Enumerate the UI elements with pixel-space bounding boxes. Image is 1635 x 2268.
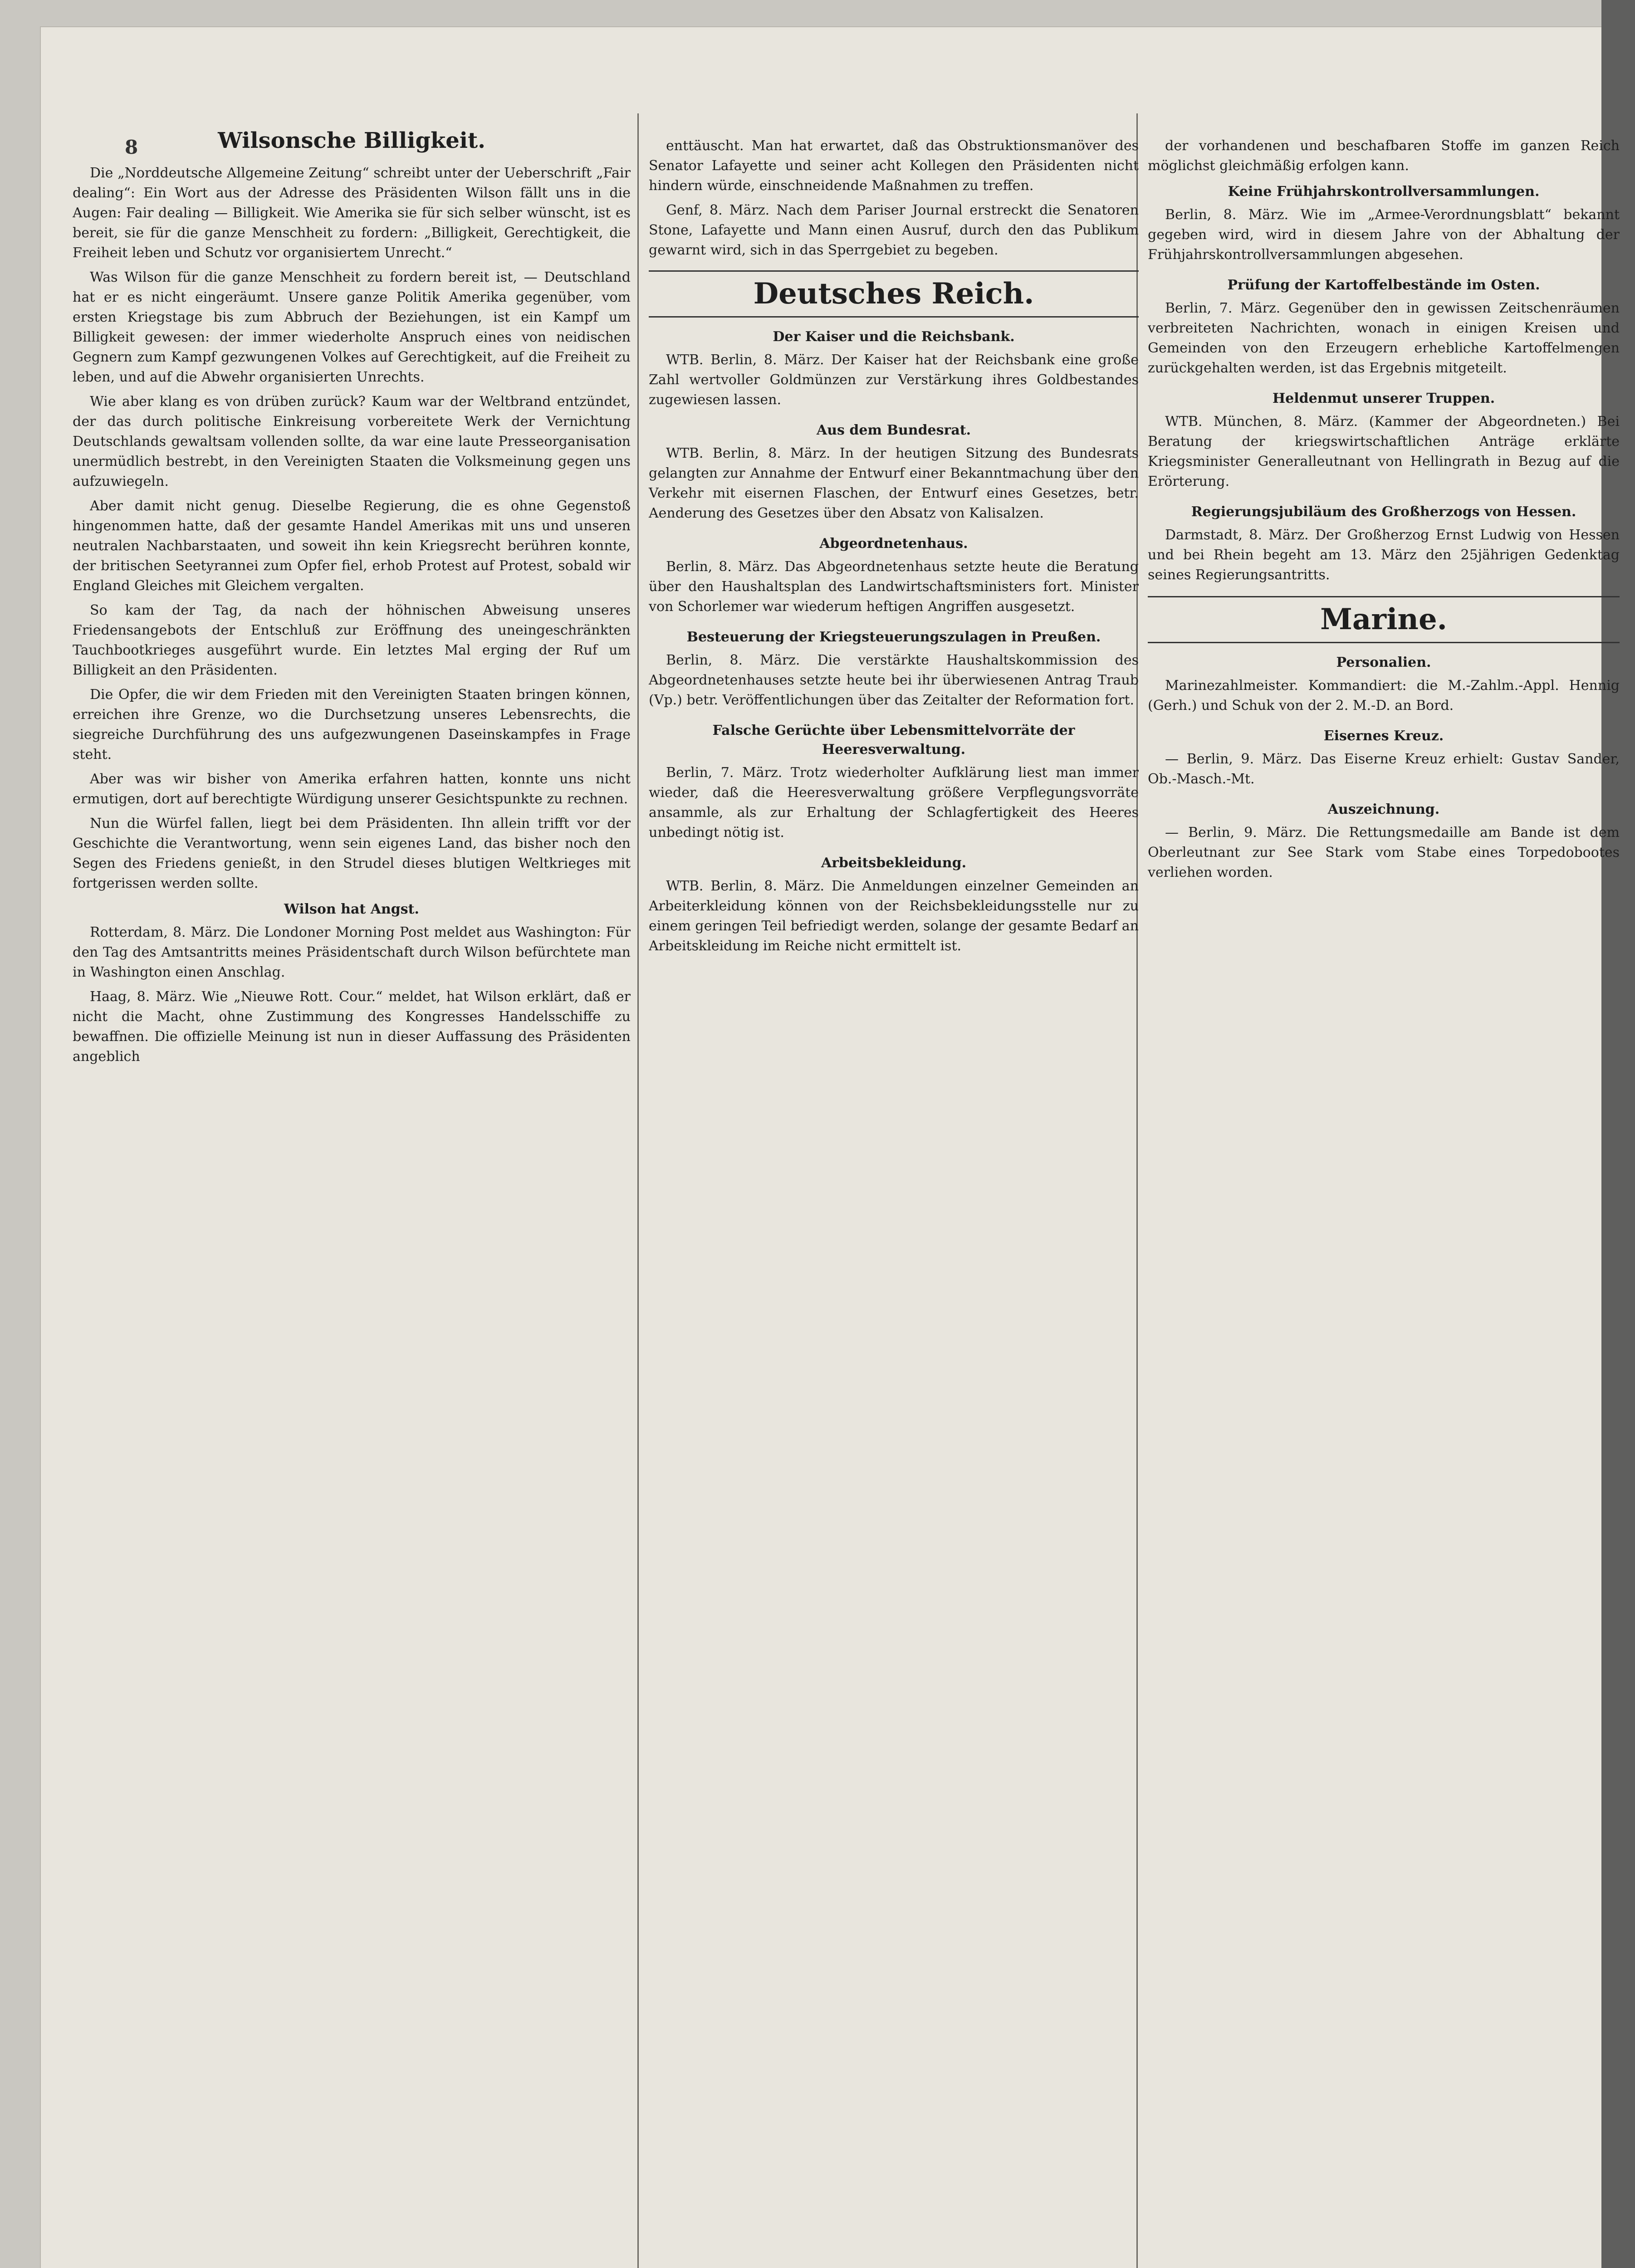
news-section <box>1148 276 1620 378</box>
section-text: — Berlin, 9. März. Das Eiserne Kreuz erhielt: Gustav Sander, Ob.-Masch.-Mt. <box>1148 751 1620 787</box>
section-text: Berlin, 8. März. Das Abgeordnetenhaus setzte heute die Beratung über den Haushaltsplan des Landwirtschaftsministers fort. Minister von Schorlemer war wiederum heftigen Angriffen ausgesetzt. <box>649 559 1139 615</box>
marine-title: Marine. <box>1148 596 1620 643</box>
section-text: Berlin, 7. März. Gegenüber den in gewissen Zeitschenräumen verbreiteten Nachrichten, wonach in einigen Kreisen und Gemeinden von den Erzeugern erhebliche Kartoffelmengen zurückgehalten werden, ist das Ergebnis mitgeteilt. <box>1148 300 1620 376</box>
section-text: WTB. Berlin, 8. März. In der heutigen Sitzung des Bundesrats gelangten zur Annahme der Entwurf einer Bekanntmachung über den Verkehr mit eisernen Flaschen, der Entwurf eines Gesetzes, betr. Aenderung des Gesetzes über den Absatz von Kalisalzen. <box>649 445 1139 521</box>
left-column <box>73 127 631 1071</box>
article-paragraph: Wie aber klang es von drüben zurück? Kaum war der Weltbrand entzündet, der das durch politische Einkreisung vorbereitete Werk der Vernichtung Deutschlands gewaltsam vollenden sollte, da war eine laute Presseorganisation unermüdlich bestrebt, in den Vereinigten Staaten die Volksmeinung gegen uns aufzuwiegeln. <box>73 394 631 489</box>
marine-section <box>1148 727 1620 789</box>
section-heading: Personalien. <box>1336 655 1431 670</box>
headline: Wilsonsche Billigkeit. <box>218 128 485 153</box>
section-text: Berlin, 7. März. Trotz wiederholter Aufklärung liest man immer wieder, daß die Heeresverwaltung größere Verpflegungsvorräte ansammle, als zur Erhaltung der Schlagfertigkeit des Heeres unbedingt nötig ist. <box>649 765 1139 841</box>
article-paragraph: Was Wilson für die ganze Menschheit zu fordern bereit ist, — Deutschland hat er es nicht eingeräumt. Unsere ganze Politik Amerika gegenüber, vom ersten Kriegstage bis zum Abbruch der Beziehungen, ist ein Kampf um Billigkeit gewesen: der immer wiederholte Anspruch eines von neidischen Gegnern zum Kampf gezwungenen Volkes auf Gerechtigkeit, auf die Freiheit zu leben, und auf die Abwehr organisierten Unrechts. <box>73 269 631 385</box>
article-paragraph: Aber damit nicht genug. Dieselbe Regierung, die es ohne Gegenstoß hingenommen hatte, daß der gesamte Handel Amerikas mit uns und unseren neutralen Nachbarstaaten, und soweit ihn kein Kriegsrecht berühren konnte, der britischen Seetyrannei zum Opfer fiel, erhob Protest auf Protest, sobald wir England Gleiches mit Gleichem vergalten. <box>73 498 631 594</box>
middle-column <box>649 136 1139 967</box>
section-heading: Besteuerung der Kriegsteuerungszulagen in Preußen. <box>686 629 1101 645</box>
news-section <box>649 854 1139 956</box>
section-heading: Keine Frühjahrskontrollversammlungen. <box>1228 184 1540 200</box>
section-text: WTB. Berlin, 8. März. Der Kaiser hat der Reichsbank eine große Zahl wertvoller Goldmünzen zur Verstärkung ihres Goldbestandes zugewiesen lassen. <box>649 352 1139 408</box>
section-heading: Auszeichnung. <box>1327 802 1440 817</box>
section-heading: Heldenmut unserer Truppen. <box>1272 391 1495 406</box>
news-section <box>649 628 1139 710</box>
marine-section <box>1148 653 1620 716</box>
page-number: 8 <box>125 136 138 158</box>
article-paragraph: enttäuscht. Man hat erwartet, daß das Obstruktionsmanöver des Senator Lafayette und seiner acht Kollegen den Präsidenten nicht hindern würde, einschneidende Maßnahmen zu treffen. <box>649 138 1139 194</box>
column-rule <box>637 113 639 2268</box>
section-heading: Eisernes Kreuz. <box>1323 728 1444 744</box>
section-text: Berlin, 8. März. Wie im „Armee-Verordnungsblatt“ bekannt gegeben wird, wird in diesem Jahre von der Abhaltung der Frühjahrskontrollversammlungen abgesehen. <box>1148 207 1620 263</box>
article-paragraph: der vorhandenen und beschafbaren Stoffe im ganzen Reich möglichst gleichmäßig erfolgen kann. <box>1148 138 1620 174</box>
section-heading: Falsche Gerüchte über Lebensmittelvorräte der Heeresverwaltung. <box>712 723 1075 758</box>
section-text: Marinezahlmeister. Kommandiert: die M.-Zahlm.-Appl. Hennig (Gerh.) und Schuk von der 2. M.-D. an Bord. <box>1148 678 1620 714</box>
section-text: — Berlin, 9. März. Die Rettungsmedaille am Bande ist dem Oberleutnant zur See Stark vom Stabe eines Torpedobootes verliehen worden. <box>1148 825 1620 880</box>
article-paragraph: Rotterdam, 8. März. Die Londoner Morning Post meldet aus Washington: Für den Tag des Amtsantritts meines Präsidentschaft durch Wilson befürchtete man in Washington einen Anschlag. <box>73 924 631 980</box>
section-heading: Regierungsjubiläum des Großherzogs von Hessen. <box>1191 504 1576 520</box>
section-text: WTB. Berlin, 8. März. Die Anmeldungen einzelner Gemeinden an Arbeiterkleidung können von der Reichsbekleidungsstelle nur zu einem geringen Teil befriedigt werden, solange der gesamte Bedarf an Arbeitskleidung im Reiche nicht ermittelt ist. <box>649 878 1139 954</box>
news-section <box>1148 503 1620 585</box>
article-paragraph: Die „Norddeutsche Allgemeine Zeitung“ schreibt unter der Ueberschrift „Fair dealing“: Ein Wort aus der Adresse des Präsidenten Wilson fällt uns in die Augen: Fair dealing — Billigkeit. Wie Amerika sie für sich selber wünscht, ist es bereit, sie für die ganze Menschheit zu fordern: „Billigkeit, Gerechtigkeit, die Freiheit leben und Schutz vor organisiertem Unrecht.“ <box>73 165 631 261</box>
section-heading: Prüfung der Kartoffelbestände im Osten. <box>1227 277 1540 293</box>
article-paragraph: Die Opfer, die wir dem Frieden mit den Vereinigten Staaten bringen können, erreichen ihre Grenze, wo die Durchsetzung unseres Lebensrechts, die siegreiche Durchführung des uns aufgezwungenen Daseinskampfes in Frage steht. <box>73 687 631 763</box>
marine-section <box>1148 800 1620 883</box>
section-heading: Abgeordnetenhaus. <box>819 536 968 552</box>
right-column <box>1148 136 1620 894</box>
section-text: Darmstadt, 8. März. Der Großherzog Ernst Ludwig von Hessen und bei Rhein begeht am 13. März den 25jährigen Gedenktag seines Regierungsantritts. <box>1148 527 1620 583</box>
section-title: Deutsches Reich. <box>649 270 1139 318</box>
news-section <box>649 534 1139 617</box>
news-section <box>649 327 1139 410</box>
section-text: WTB. München, 8. März. (Kammer der Abgeordneten.) Bei Beratung der kriegswirtschaftlichen Anträge erklärte Kriegsminister Generalleutnant von Hellingrath in Bezug auf die Erörterung. <box>1148 414 1620 489</box>
section-heading: Aus dem Bundesrat. <box>816 422 971 438</box>
section-heading: Arbeitsbekleidung. <box>821 855 967 871</box>
news-section <box>649 421 1139 523</box>
article-paragraph: Haag, 8. März. Wie „Nieuwe Rott. Cour.“ meldet, hat Wilson erklärt, daß er nicht die Macht, ohne Zustimmung des Kongresses Handelsschiffe zu bewaffnen. Die offizielle Meinung ist nun in dieser Auffassung des Präsidenten angeblich <box>73 989 631 1065</box>
subhead: Wilson hat Angst. <box>284 901 419 917</box>
news-section <box>649 721 1139 843</box>
news-section <box>1148 182 1620 265</box>
article-paragraph: Genf, 8. März. Nach dem Pariser Journal erstreckt die Senatoren Stone, Lafayette und Mann einen Ausruf, durch den das Publikum gewarnt wird, sich in das Sperrgebiet zu begeben. <box>649 202 1139 258</box>
section-text: Berlin, 8. März. Die verstärkte Haushaltskommission des Abgeordnetenhauses setzte heute bei ihr überwiesenen Antrag Traub (Vp.) betr. Veröffentlichungen über das Zeitalter der Reformation fort. <box>649 652 1139 708</box>
article-paragraph: Nun die Würfel fallen, liegt bei dem Präsidenten. Ihn allein trifft vor der Geschichte die Verantwortung, wenn sein eigenes Land, das bisher noch den Segen des Friedens genießt, in den Strudel dieses blutigen Weltkrieges mit fortgerissen werden sollte. <box>73 816 631 891</box>
section-heading: Der Kaiser und die Reichsbank. <box>773 329 1015 345</box>
article-paragraph: Aber was wir bisher von Amerika erfahren hatten, konnte uns nicht ermutigen, dort auf berechtigte Würdigung unserer Gesichtspunkte zu rechnen. <box>73 771 631 807</box>
article-paragraph: So kam der Tag, da nach der höhnischen Abweisung unseres Friedensangebots der Entschluß zur Eröffnung des uneingeschränkten Tauchbootkrieges ausgeführt wurde. Ein letztes Mal erging der Ruf um Billigkeit an den Präsidenten. <box>73 602 631 678</box>
news-section <box>1148 389 1620 492</box>
